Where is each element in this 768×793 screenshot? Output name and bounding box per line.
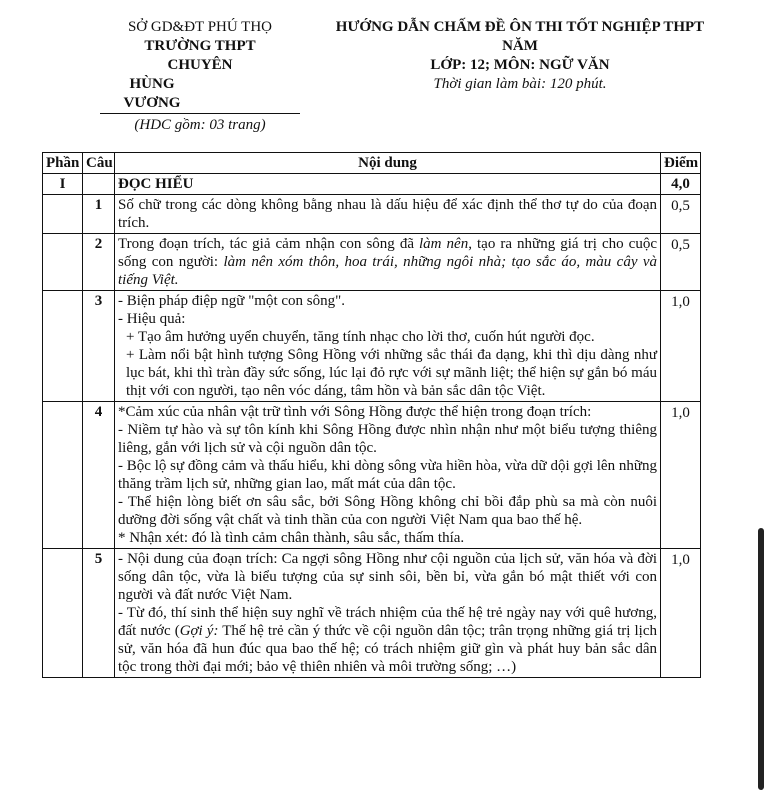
question-score: 0,5	[661, 195, 701, 234]
section-part: I	[43, 174, 83, 195]
question-number: 2	[83, 234, 115, 291]
exam-time: Thời gian làm bài: 120 phút.	[433, 76, 607, 92]
question-score: 0,5	[661, 234, 701, 291]
question-score: 1,0	[661, 402, 701, 549]
answer-content	[115, 402, 661, 549]
answer-line: *Cảm xúc của nhân vật trữ tình với Sông Hồng được thể hiện trong đoạn trích:	[118, 404, 592, 420]
section-title: ĐỌC HIỂU	[115, 174, 661, 195]
answer-quote: làm nên xóm thôn, hoa trái, những ngôi nhà; tạo sắc áo, màu cây và tiếng Việt.	[118, 254, 657, 288]
question-score: 1,0	[661, 291, 701, 402]
header-part: Phần	[43, 153, 83, 174]
answer-content	[115, 234, 661, 291]
answer-content: Số chữ trong các dòng không bằng nhau là dấu hiệu để xác định thể thơ tự do của đoạn trích.	[115, 195, 661, 234]
section-score: 4,0	[661, 174, 701, 195]
table-header-row	[43, 153, 701, 174]
document-title-line-2: NĂM	[502, 38, 538, 54]
section-row	[43, 174, 701, 195]
answer-line: - Thể hiện lòng biết ơn sâu sắc, bởi Sông Hồng không chỉ bồi đắp phù sa mà còn nuôi dưỡng đời sống vật chất và tinh thần của con người Việt Nam qua bao thế hệ.	[118, 494, 657, 528]
pages-note: (HDC gồm: 03 trang)	[134, 117, 266, 133]
table-row	[43, 195, 701, 234]
header-content: Nội dung	[115, 153, 661, 174]
question-score: 1,0	[661, 549, 701, 678]
answer-content	[115, 291, 661, 402]
answer-line: + Làm nổi bật hình tượng Sông Hồng với những sắc thái đa dạng, khi thì dịu dàng như lục bát, khi thì tràn đầy sức sống, lúc lại đỏ rực với sự mãnh liệt; thể hiện sự gắn bó máu thịt với con người, tạo nên vóc dáng, tâm hồn và bản sắc dân tộc Việt.	[126, 347, 657, 399]
grading-table	[42, 152, 701, 678]
question-number: 4	[83, 402, 115, 549]
school-name-line-1: TRƯỜNG THPT	[144, 38, 256, 54]
school-name-line-3: HÙNG VƯƠNG	[100, 75, 300, 114]
answer-line: * Nhận xét: đó là tình cảm chân thành, sâu sắc, thấm thía.	[118, 530, 465, 546]
question-number: 3	[83, 291, 115, 402]
answer-line: - Niềm tự hào và sự tôn kính khi Sông Hồng được nhìn nhận như một biểu tượng thiêng liêng, gắn với lịch sử và cội nguồn dân tộc.	[118, 422, 657, 456]
table-row	[43, 291, 701, 402]
answer-text: - Từ đó, thí sinh thể hiện suy nghĩ về trách nhiệm của thế hệ trẻ ngày nay với quê hương, đất nước (	[118, 605, 657, 639]
section-empty-cell	[83, 174, 115, 195]
hint-label: Gợi ý:	[179, 623, 219, 639]
answer-line: - Bộc lộ sự đồng cảm và thấu hiểu, khi dòng sông vừa hiền hòa, vừa dữ dội gợi lên những thăng trầm lịch sử, những gian lao, mất mát của dân tộc.	[118, 458, 657, 492]
header-question: Câu	[83, 153, 115, 174]
department-name: SỞ GD&ĐT PHÚ THỌ	[127, 19, 273, 35]
answer-line: - Hiệu quả:	[118, 311, 186, 327]
part-cell	[43, 291, 83, 402]
answer-text: Thế hệ trẻ cần ý thức về cội nguồn dân tộc; trân trọng những giá trị lịch sử, văn hóa đã hun đúc qua bao thế hệ; có trách nhiệm giữ gìn và phát huy bản sắc dân tộc trong thời đại mới; bảo vệ thiên nhiên và môi trường sống; …)	[118, 623, 657, 675]
answer-content	[115, 549, 661, 678]
header-right	[305, 18, 735, 94]
answer-line: - Biện pháp điệp ngữ "một con sông".	[118, 293, 346, 309]
table-row	[43, 402, 701, 549]
part-cell	[43, 549, 83, 678]
answer-text: , tạo ra những giá trị cho cuộc sống con người:	[118, 236, 657, 270]
part-cell	[43, 234, 83, 291]
answer-text: Trong đoạn trích, tác giả cảm nhận con sông đã	[118, 236, 420, 252]
answer-quote: làm nên	[419, 236, 469, 252]
answer-line	[118, 604, 657, 676]
question-number: 5	[83, 549, 115, 678]
question-number: 1	[83, 195, 115, 234]
part-cell	[43, 402, 83, 549]
header-score: Điểm	[661, 153, 701, 174]
school-name-line-2: CHUYÊN	[167, 57, 233, 73]
vertical-scrollbar[interactable]	[758, 528, 764, 790]
answer-line: + Tạo âm hưởng uyển chuyển, tăng tính nhạc cho lời thơ, cuốn hút người đọc.	[126, 329, 595, 345]
class-subject: LỚP: 12; MÔN: NGỮ VĂN	[430, 57, 610, 73]
table-row	[43, 549, 701, 678]
table-row	[43, 234, 701, 291]
header-left	[100, 18, 300, 135]
part-cell	[43, 195, 83, 234]
document-title-line-1: HƯỚNG DẪN CHẤM ĐỀ ÔN THI TỐT NGHIỆP THPT	[335, 19, 705, 35]
answer-line: - Nội dung của đoạn trích: Ca ngợi sông Hồng như cội nguồn của lịch sử, văn hóa và đời sống dân tộc, vừa là biểu tượng của sự sinh sôi, bền bỉ, vừa gắn bó mật thiết với con người và đất nước Việt Nam.	[118, 551, 657, 603]
